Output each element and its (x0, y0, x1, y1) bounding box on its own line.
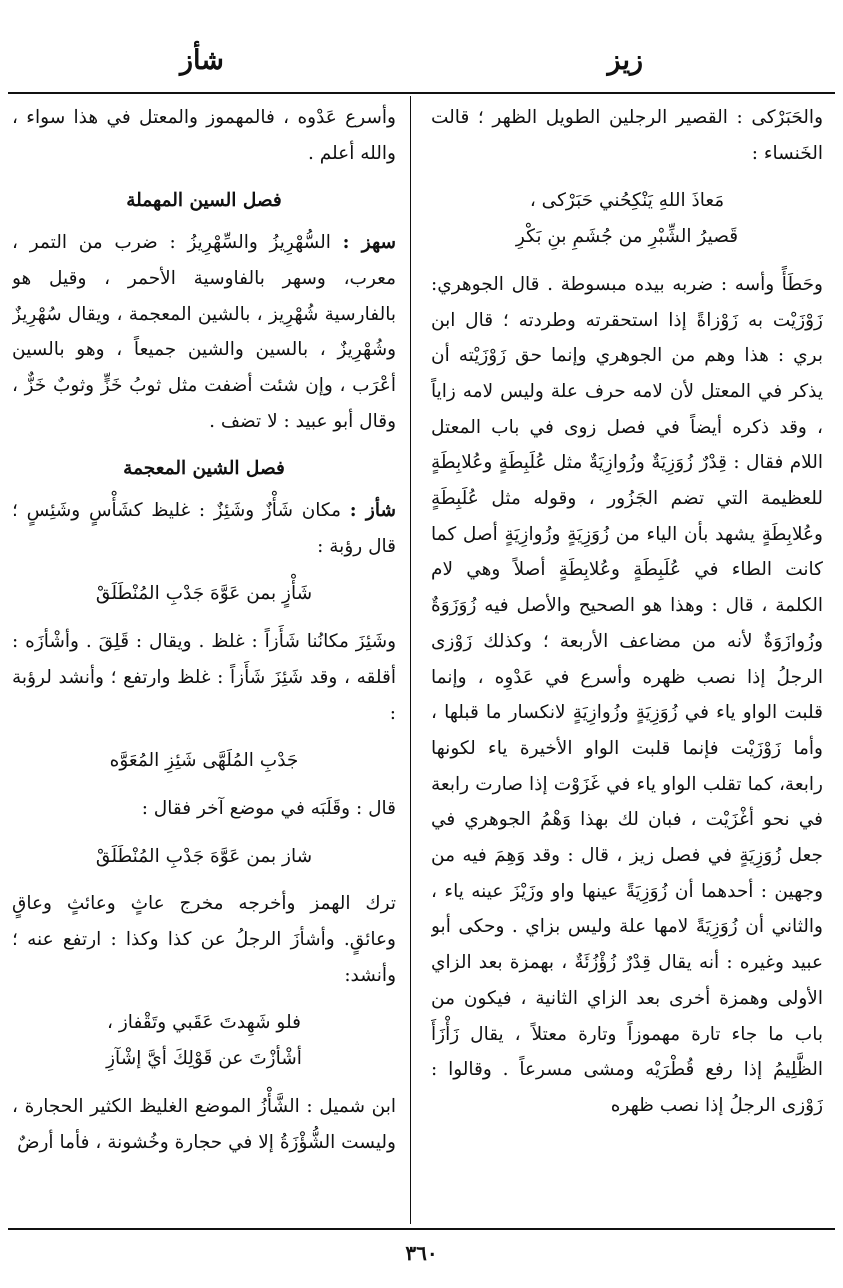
spacer (12, 439, 396, 451)
spacer (431, 171, 823, 183)
spacer (12, 827, 396, 839)
verse-line: مَعاذَ اللهِ يَنْكِحُني حَبَرْكى ، (529, 190, 725, 212)
verse-line: شَأْزٍ بمن عَوَّهَ جَدْبِ المُنْطَلَقْ (95, 583, 313, 605)
entry-text: السُّهْرِيزُ والسِّهْرِيزُ : ضرب من التمر ، معرب، وسهر بالفاوسية الأحمر ، وقيل هو بالفارسية شُهْرِيز ، بالشين المعجمة ، ويقال سُهْرِيزٌ وشُهْرِيزٌ ، بالسين والشين جميعاً ، وهو بالسين أعْرَب ، وإن شئت أضفت مثل ثوبُ خَزٍّ وثوبٌ خَزٌّ ، وقال أبو عبيد : لا تضف . (12, 232, 396, 432)
spacer (12, 874, 396, 886)
spacer (12, 993, 396, 1005)
dictionary-entry (12, 225, 396, 439)
spacer (431, 255, 823, 267)
verse-line: قَصيرُ الشِّبْرِ من جُشَمِ بنِ بَكْرِ (515, 226, 739, 248)
spacer (12, 612, 396, 624)
entry-headword: شأز : (349, 500, 396, 522)
verse-line: أشْأزْتَ عن قَوْلِكَ أيَّ إشْآزِ (106, 1048, 302, 1070)
column-divider (410, 96, 411, 1224)
paragraph: وأسرع عَدْوه ، فالمهموز والمعتل في هذا سواء ، والله أعلم . (12, 107, 396, 164)
verse-line: جَدْبِ المُلَهَّى شَئِزِ المُعَوَّه (109, 750, 299, 772)
section-heading: فصل الشين المعجمة (123, 458, 285, 480)
verse-line: شاز بمن عَوَّهَ جَدْبِ المُنْطَلَقْ (95, 845, 313, 867)
left-column (12, 100, 396, 1220)
spacer (12, 731, 396, 743)
spacer (12, 171, 396, 183)
right-column (431, 100, 823, 1220)
entry-headword: سهز : (342, 232, 396, 254)
paragraph: ابن شميل : الشَّأْزُ الموضع الغليظ الكثير الحجارة ، وليست الشُّؤْزَةُ إلا في حجارة وخُشونة ، فأما أرضٌ (12, 1095, 396, 1153)
paragraph: وحَطَأً وأسه : ضربه بيده مبسوطة . قال الجوهري: زَوْزَيْت به زَوْزاةً إذا استحقرته وطردته ؛ قال ابن بري : هذا وهم من الجوهري وإنما حق زَوْزَيْته أن يذكر في المعتل لأن لامه حرف علة وليس لامه زاياً ، وقد ذكره أيضاً في فصل زوى في باب المعتل اللام فقال : قِدْرٌ زُوَزِيَةٌ وزُوازِيَةٌ مثل عُلَبِطَةٍ وعُلابِطَةٍ للعظيمة التي تضم الجَزُور ، وقوله مثل عُلَبِطَةٍ وعُلابِطَةٍ يشهد بأن الياء من زُوَزِيَةٍ وزُوازِيَةٍ أصل كما كانت الطاء في عُلَبِطَةٍ وعُلابِطَةٍ أصلاً وهي لام الكلمة ، قال : وهذا هو الصحيح والأصل فيه زُوَزَوَةٌ وزُوازَوَةٌ لأنه من مضاعف الأربعة ؛ وكذلك زَوْزى الرجلُ إذا نصب ظهره وأسرع في عَدْوِه ، وإنما قلبت الواو ياء في زُوَزِيَةٍ وزُوازِيَةٍ لانكسار ما قبلها ، وأما زَوْزَيْت فإنما قلبت الواو الأخيرة ياء لكونها رابعة، كما تقلب الواو ياء في غَزَوْت إذا صارت رابعة في نحو أغْزَيْت ، فبان لك بهذا وَهْمُ الجوهري في جعل زُوَزِيَةٍ في فصل زيز ، قال : وقد وَهِمَ فيه من وجهين : أحدهما أن زُوَزِيَةً عينها واو وزَيْزَ عينه ياء ، والثاني أن زُوَزِيَةً لامها علة وليس بزاي . وحكى أبو عبيد وغيره : أنه يقال قِدْرٌ زُؤْزُئَةٌ ، بهمزة بعد الزاي الأولى وهمزة أخرى بعد الزاي الثانية ، فيكون من باب ما جاء تارة مهموزاً وتارة معتلاً ، يقال زَأْزَأَ الظَّلِيمُ إذا رفع قُطْرَيْه ومشى مسرعاً . وقالوا : زَوْزى الرجلُ إذا نصب ظهره (431, 273, 823, 1116)
spacer (12, 779, 396, 791)
entry-text: مكان شَأْزٌ وشَئِزٌ : غليظ كشَأْسٍ وشَئِسٍ ؛ قال رؤبة : (12, 500, 396, 557)
page-number: ٣٦٠ (405, 1241, 438, 1265)
running-head-right: زيز (607, 45, 643, 76)
section-heading: فصل السين المهملة (126, 190, 282, 212)
spacer (12, 564, 396, 576)
paragraph: والحَبَرْكى : القصير الرجلين الطويل الظهر ؛ قالت الخَنساء : (431, 107, 823, 164)
paragraph: ترك الهمز وأخرجه مخرج عاثٍ وعائثٍ وعاقٍ وعائقٍ. وأشأزَ الرجلُ عن كذا وكذا : ارتفع عنه ؛ وأنشد: (12, 893, 396, 986)
verse-line: فلو شَهِدتَ عَقَبي وتَقْفاز ، (107, 1012, 301, 1034)
paragraph: قال : وقَلَبَه في موضع آخر فقال : (141, 797, 396, 819)
paragraph: وشَئِزَ مكانُنا شَأَزاً : غلظ . ويقال : قَلِقَ . وأشْأزَه : أقلقه ، وقد شَئِزَ شَأَزاً : غلظ وارتفع ؛ وأنشد لرؤبة : (12, 631, 396, 724)
top-rule (8, 92, 835, 94)
spacer (12, 1077, 396, 1089)
bottom-rule (8, 1228, 835, 1230)
dictionary-entry (12, 493, 396, 564)
running-head-left: شأز (180, 45, 224, 76)
